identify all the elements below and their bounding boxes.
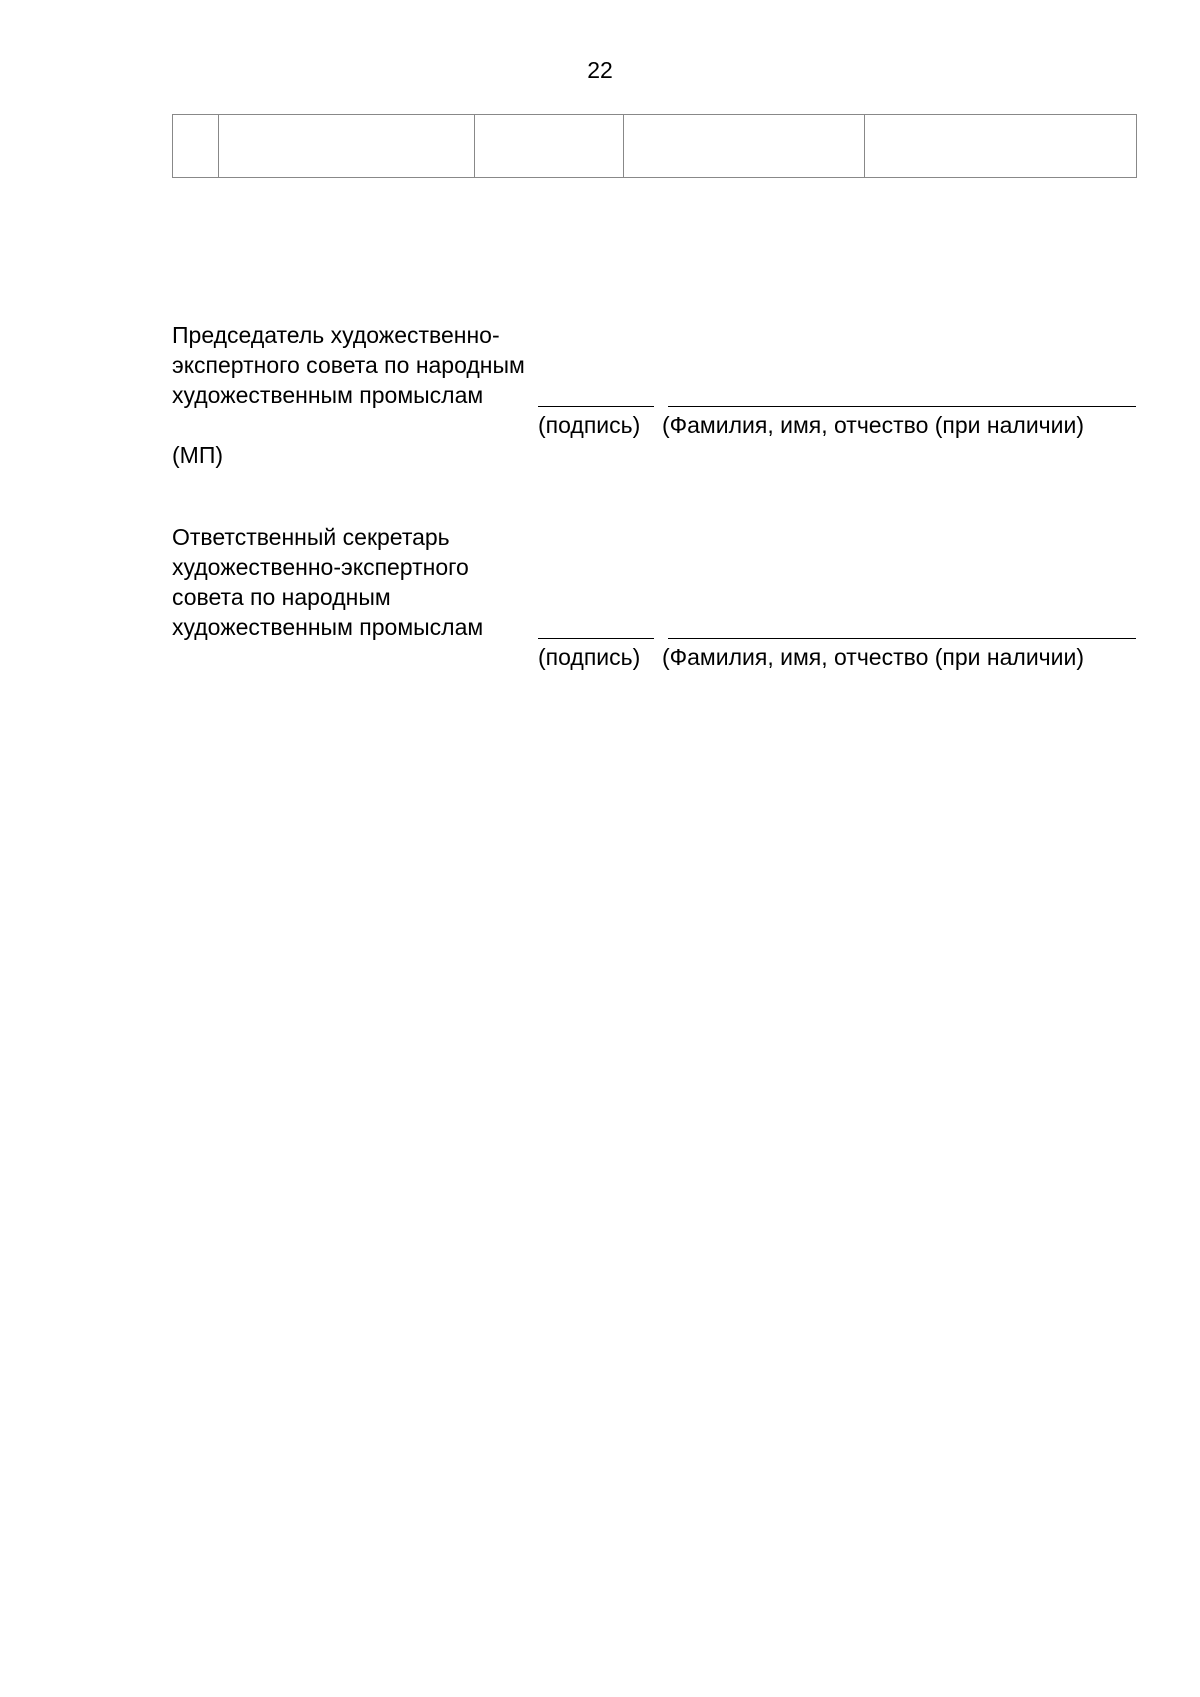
secretary-captions [172,642,1152,672]
table-cell [865,115,1137,178]
chairman-signature-line [172,380,1152,410]
page-number: 22 [587,57,613,83]
secretary-signature-caption: (подпись) [538,644,641,670]
stamp-placeholder: (МП) [172,442,224,468]
table-cell [475,115,624,178]
table-cell [219,115,475,178]
secretary-signature-blank[interactable] [538,638,654,639]
secretary-title-line: совета по народным [172,584,391,610]
chairman-captions [172,410,1152,440]
table-cell [173,115,219,178]
table-cell [624,115,865,178]
chairman-signature-caption: (подпись) [538,412,641,438]
chairman-signature-blank[interactable] [538,406,654,407]
secretary-title-line: художественно-экспертного [172,554,469,580]
chairman-title-line: Председатель художественно- [172,322,500,348]
secretary-signature-line [172,612,1152,642]
secretary-title-line: художественным промыслам [172,614,484,640]
table-continuation [172,114,1137,178]
secretary-name-blank[interactable] [668,638,1136,639]
table-row [173,115,1137,178]
chairman-name-blank[interactable] [668,406,1136,407]
chairman-name-caption: (Фамилия, имя, отчество (при наличии) [662,412,1085,438]
secretary-title-line: Ответственный секретарь [172,524,450,550]
chairman-title-line: экспертного совета по народным [172,352,525,378]
secretary-name-caption: (Фамилия, имя, отчество (при наличии) [662,644,1085,670]
chairman-signature-block [172,320,1152,470]
secretary-signature-block [172,522,1152,672]
chairman-title-line: художественным промыслам [172,382,484,408]
